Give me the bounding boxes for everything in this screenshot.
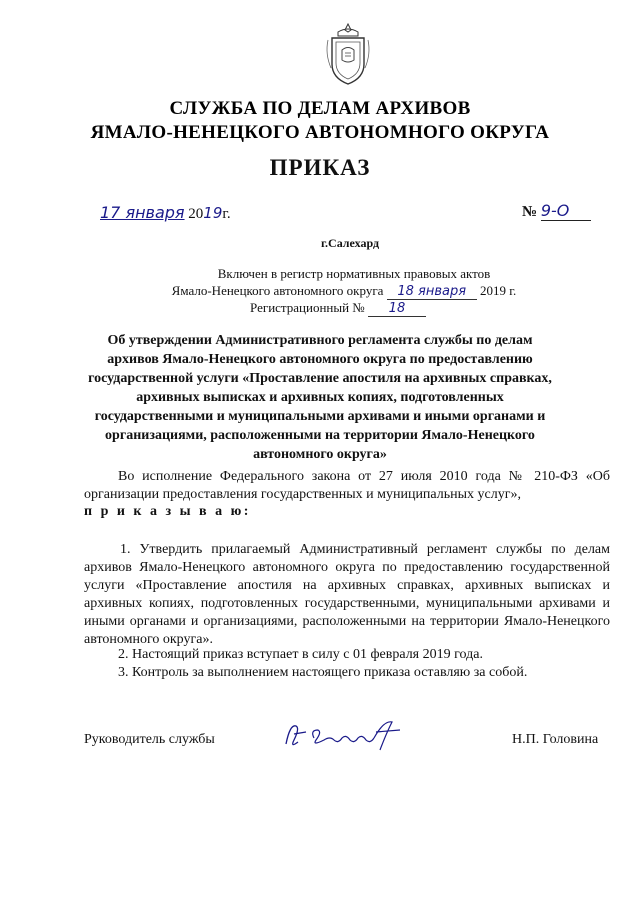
coat-of-arms-emblem [322,20,374,88]
organization-name-line2: ЯМАЛО-НЕНЕЦКОГО АВТОНОМНОГО ОКРУГА [90,122,550,143]
registration-number-label: Регистрационный № [250,300,365,315]
registration-year: 2019 г. [479,283,517,298]
organization-name-line1: СЛУЖБА ПО ДЕЛАМ АРХИВОВ [169,98,471,119]
handwritten-year: 19 [203,204,223,222]
registration-date-handwritten: 18 января [387,284,477,300]
year-prefix: 20 [188,206,204,222]
registration-line2 [24,283,640,300]
order-number [522,201,591,221]
handwritten-number: 9-О [541,201,591,221]
signatory-role: Руководитель службы [84,732,215,747]
order-item-3: 3. Контроль за выполнением настоящего приказа оставляю за собой. [118,665,528,680]
document-type: ПРИКАЗ [269,155,371,180]
issue-date [100,203,231,223]
city-name: г.Салехард [320,236,380,250]
order-word: п р и к а з ы в а ю: [84,504,251,519]
registration-line1: Включен в регистр нормативных правовых актов [217,266,491,281]
number-label: № [522,204,538,220]
handwritten-signature [280,716,410,756]
preamble-paragraph: Во исполнение Федерального закона от 27 июля 2010 года № 210-ФЗ «Об организации предоставления государственных и муниципальных услуг», [84,469,610,502]
registration-region: Ямало-Ненецкого автономного округа [171,283,384,298]
year-suffix: г. [222,206,231,222]
registration-line3 [18,300,640,317]
document-title: Об утверждении Административного регламента службы по делам архивов Ямало-Ненецкого автономного округа по предоставлению государственной услуги «Проставление апостиля на архивных справках, архивных выписках и архивных копиях, подготовленных государственными и муниципальными архивами и иными органами и организациями, расположенными на территории Ямало-Ненецкого автономного округа» [88,333,552,462]
signatory-name: Н.П. Головина [512,732,599,747]
handwritten-date: 17 января [100,203,185,222]
order-item-2: 2. Настоящий приказ вступает в силу с 01 февраля 2019 года. [118,647,483,662]
order-item-1: 1. Утвердить прилагаемый Административный регламент службы по делам архивов Ямало-Ненецкого автономного округа по предоставлению государственной услуги «Проставление апостиля на архивных справках, архивных выписках и архивных копиях, подготовленных государственными, муниципальными архивами и иными органами и организациями, расположенными на территории Ямало-Ненецкого автономного округа». [84,542,610,647]
registration-number-handwritten: 18 [368,301,426,317]
